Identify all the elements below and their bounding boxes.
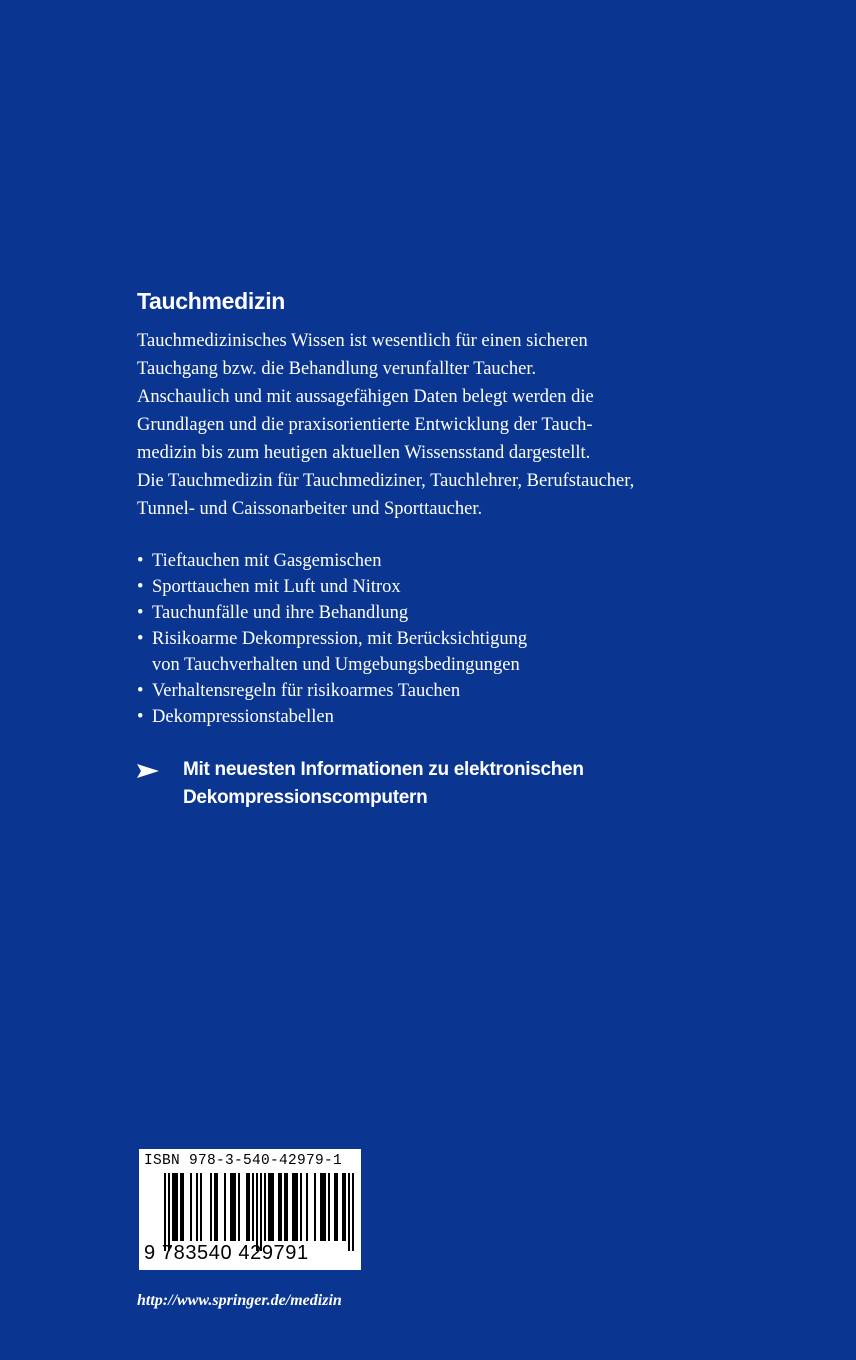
barcode-bar [176,1173,178,1241]
bullet-icon: • [137,603,144,623]
barcode-bar [270,1173,272,1241]
barcode-bar [224,1173,226,1241]
barcode-bar [196,1173,198,1241]
barcode-bar [164,1173,166,1251]
barcode-bar [172,1173,174,1241]
barcode-bar [272,1173,274,1241]
barcode-bar [296,1173,298,1241]
highlight-line: Dekompressionscomputern [183,787,428,808]
list-item-text: Sporttauchen mit Luft und Nitrox [152,577,401,597]
description-line: Tauchgang bzw. die Behandlung verunfallter Taucher. [137,359,537,379]
barcode-bar [182,1173,184,1241]
barcode-bar [214,1173,216,1241]
barcode-bar [174,1173,176,1241]
list-item-text: von Tauchverhalten und Umgebungsbedingungen [152,655,520,675]
barcode-bar [292,1173,294,1241]
barcode-bar [210,1173,212,1241]
bullet-icon: • [137,681,144,701]
barcode-bar [268,1173,270,1241]
barcode-bar [344,1173,346,1241]
list-item [137,678,527,704]
description-line: Grundlagen und die praxisorientierte Entwicklung der Tauch- [137,415,593,435]
arrow-right-icon [137,764,159,778]
description-line: medizin bis zum heutigen aktuellen Wissensstand dargestellt. [137,443,591,463]
list-item-text: Dekompressionstabellen [152,707,334,727]
isbn-label: ISBN 978-3-540-42979-1 [144,1153,343,1169]
barcode-bar [286,1173,288,1241]
highlight-line: Mit neuesten Informationen zu elektronischen [183,759,584,780]
barcode-bar [190,1173,192,1241]
list-item [137,600,527,626]
publisher-url[interactable]: http://www.springer.de/medizin [137,1292,342,1309]
barcode-bar [284,1173,286,1241]
bullet-icon: • [137,629,144,649]
barcode-bar [334,1173,336,1241]
description-line: Anschaulich und mit aussagefähigen Daten belegt werden die [137,387,594,407]
ean-digits: 9 783540 429791 [144,1242,309,1264]
barcode-bar [320,1173,322,1241]
bullet-icon: • [137,551,144,571]
barcode-bar [336,1173,338,1241]
barcode-bar [348,1173,350,1251]
barcode-bar [324,1173,326,1241]
isbn-barcode [139,1149,361,1270]
list-item-text: Tauchunfälle und ihre Behandlung [152,603,409,623]
description-line: Die Tauchmedizin für Tauchmediziner, Tauchlehrer, Berufstaucher, [137,471,635,491]
barcode-bar [278,1173,280,1241]
list-item [137,574,527,600]
list-item-text: Tieftauchen mit Gasgemischen [152,551,382,571]
barcode-bar [260,1173,262,1251]
barcode-bar [234,1173,236,1241]
barcode-bar [280,1173,282,1241]
description-line: Tauchmedizinisches Wissen ist wesentlich für einen sicheren [137,331,588,351]
list-item-text: Verhaltensregeln für risikoarmes Tauchen [152,681,461,701]
barcode-bar [168,1173,170,1251]
bullet-icon: • [137,577,144,597]
barcode-bar [306,1173,308,1241]
barcode-bar [314,1173,316,1241]
barcode-bar [342,1173,344,1241]
barcode-bar [216,1173,218,1241]
description-line: Tunnel- und Caissonarbeiter und Sporttaucher. [137,499,483,519]
list-item-text: Risikoarme Dekompression, mit Berücksichtigung [152,629,528,649]
description-paragraph [137,327,634,523]
list-item [137,626,527,678]
barcode-bar [230,1173,232,1241]
book-title: Tauchmedizin [137,288,286,314]
barcode-bar [294,1173,296,1241]
barcode-bar [238,1173,240,1241]
highlight-note [183,756,584,812]
barcode-bar [180,1173,182,1241]
bullet-icon: • [137,707,144,727]
feature-list [137,548,527,730]
barcode-bar [328,1173,330,1241]
list-item [137,548,527,574]
barcode-bar [300,1173,302,1241]
barcode-bar [322,1173,324,1241]
barcode-bar [264,1173,266,1241]
list-item [137,704,527,730]
barcode-bar [246,1173,248,1241]
barcode-bar [248,1173,250,1241]
barcode-bar [256,1173,258,1251]
barcode-bar [200,1173,202,1241]
barcode-bar [252,1173,254,1241]
barcode-bar [352,1173,354,1251]
barcode-bar [232,1173,234,1241]
